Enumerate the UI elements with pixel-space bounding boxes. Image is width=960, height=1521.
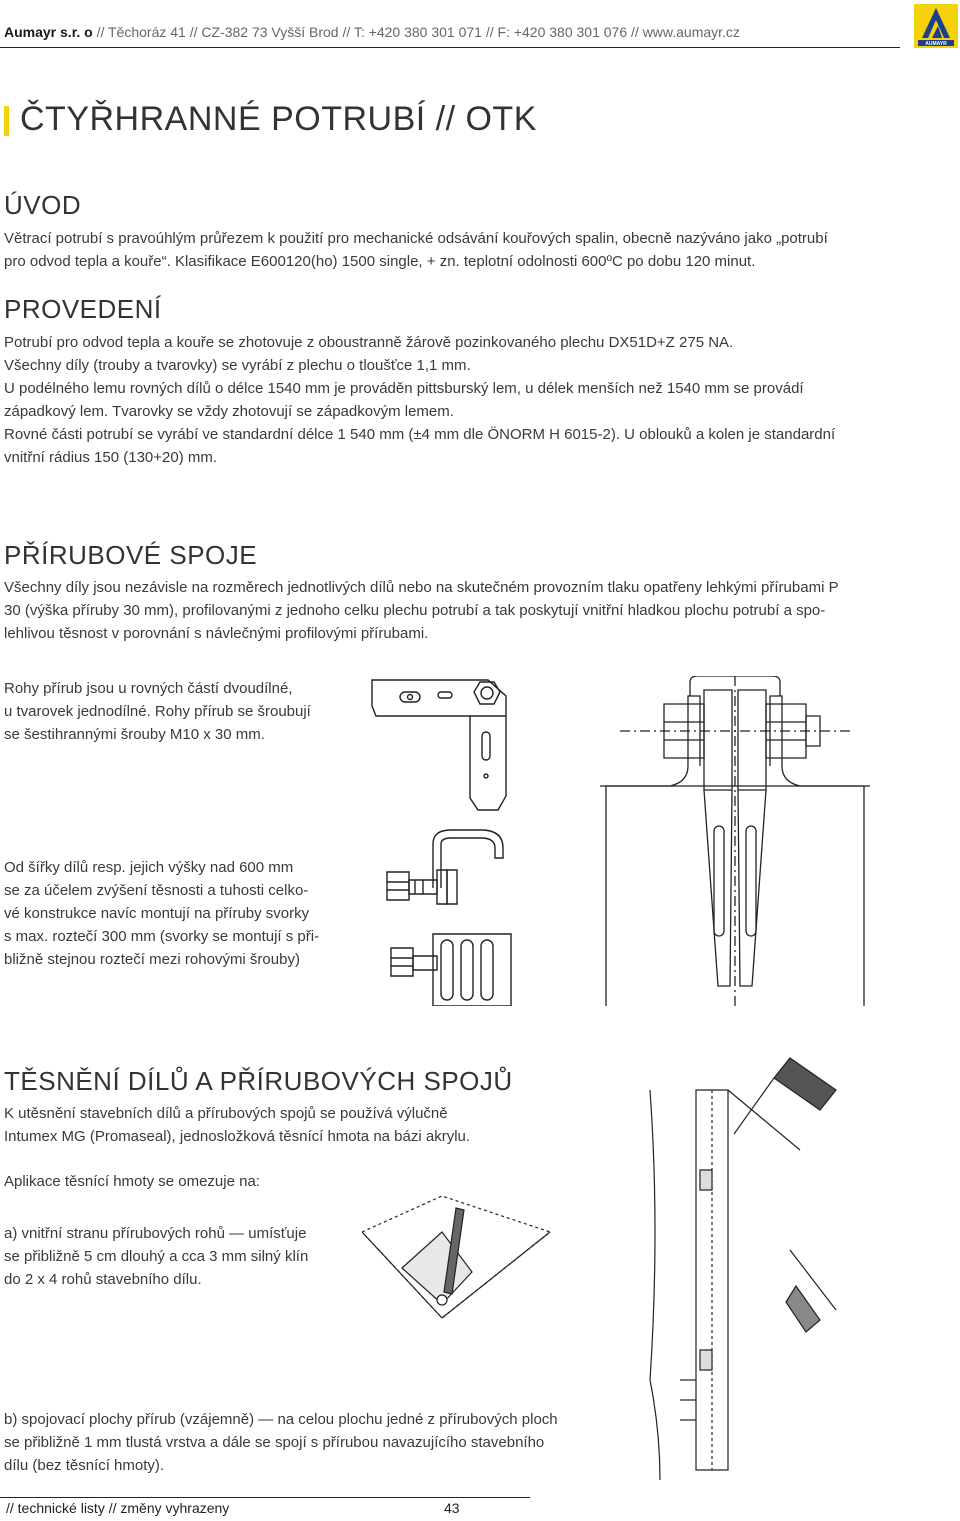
sirka-line-4: s max. roztečí 300 mm (svorky se montují s při- — [4, 928, 320, 945]
website-link[interactable]: www.aumayr.cz — [642, 24, 740, 40]
corner-sealing-drawing — [362, 1192, 552, 1322]
rohy-line-1: Rohy přírub jsou u rovných částí dvoudílné, — [4, 680, 293, 697]
section-heading-prirubove: PŘÍRUBOVÉ SPOJE — [4, 540, 258, 570]
logo-text: AUMAYR — [925, 41, 947, 47]
uvod-paragraph — [4, 227, 924, 273]
page-number: 43 — [444, 1500, 460, 1516]
page-header — [0, 0, 960, 60]
aumayr-logo — [914, 4, 958, 48]
section-heading-uvod: ÚVOD — [4, 190, 82, 220]
uvod-line-2: pro odvod tepla a kouře“. Klasifikace E600120(ho) 1500 single, + zn. teplotní odolnosti 600ºC po dobu 120 minut. — [4, 253, 756, 270]
aplikace-a-line-2: se přibližně 5 cm dlouhý a cca 3 mm silný klín — [4, 1248, 309, 1265]
sirka-line-3: vé konstrukce navíc montují na příruby svorky — [4, 905, 310, 922]
provedeni-line-1: Potrubí pro odvod tepla a kouře se zhotovuje z oboustranně žárově pozinkovaného plechu DX51D+Z 275 NA. — [4, 334, 734, 351]
rohy-paragraph — [4, 677, 354, 746]
aplikace-b-line-2: se přibližně 1 mm tlustá vrstva a dále se spojí s přírubou navazujícího stavebního — [4, 1434, 545, 1451]
aplikace-a-line-3: do 2 x 4 rohů stavebního dílu. — [4, 1271, 202, 1288]
aplikace-a-line-1: a) vnitřní stranu přírubových rohů — umísťuje — [4, 1225, 307, 1242]
rohy-line-2: u tvarovek jednodílné. Rohy přírub se šroubují — [4, 703, 311, 720]
prirubove-line-1: Všechny díly jsou nezávisle na rozměrech jednotlivých dílů nebo na skutečném provozním tlaku opatřeny lehkými přírubami P — [4, 579, 839, 596]
rohy-line-3: se šestihrannými šrouby M10 x 30 mm. — [4, 726, 265, 743]
header-divider — [0, 47, 900, 48]
provedeni-paragraph — [4, 331, 924, 469]
provedeni-line-6: vnitřní rádius 150 (130+20) mm. — [4, 449, 218, 466]
page-title: ČTYŘHRANNÉ POTRUBÍ // OTK — [20, 100, 537, 138]
flange-clamp-drawing — [385, 826, 535, 1006]
company-name: Aumayr s.r. o — [4, 24, 93, 40]
prirubove-line-3: lehlivou těsnost v porovnání s návlečnými profilovými přírubami. — [4, 625, 429, 642]
corner-bracket-drawing — [370, 676, 520, 816]
provedeni-line-5: Rovné části potrubí se vyrábí ve standardní délce 1 540 mm (±4 mm dle ÖNORM H 6015-2). U oblouků a kolen je standardní — [4, 426, 836, 443]
sirka-line-2: se za účelem zvýšení těsnosti a tuhosti celko- — [4, 882, 309, 899]
prirubove-paragraph — [4, 576, 924, 645]
flange-cross-section-drawing — [600, 676, 870, 1006]
footer-divider — [0, 1497, 530, 1498]
aplikace-b-line-3: dílu (bez těsnící hmoty). — [4, 1457, 165, 1474]
tesneni-paragraph — [4, 1102, 564, 1148]
title-accent-bar — [4, 106, 9, 136]
uvod-line-1: Větrací potrubí s pravoúhlým průřezem k použití pro mechanické odsávání kouřových spalin, obecně nazýváno jako „potrubí — [4, 230, 828, 247]
tesneni-line-1: K utěsnění stavebních dílů a přírubových spojů se používá výlučně — [4, 1105, 448, 1122]
tesneni-line-2: Intumex MG (Promaseal), jednosložková těsnící hmota na bázi akrylu. — [4, 1128, 471, 1145]
sealant-applicator-drawing — [640, 1050, 840, 1480]
header-contact-line — [4, 24, 740, 40]
sirka-line-1: Od šířky dílů resp. jejich výšky nad 600 mm — [4, 859, 294, 876]
section-heading-tesneni: TĚSNĚNÍ DÍLŮ A PŘÍRUBOVÝCH SPOJŮ — [4, 1066, 513, 1096]
contact-details: // Těchoráz 41 // CZ-382 73 Vyšší Brod // T: +420 380 301 071 // F: +420 380 301 076 // — [96, 24, 643, 40]
section-heading-provedeni: PROVEDENÍ — [4, 294, 162, 324]
prirubove-line-2: 30 (výška příruby 30 mm), profilovanými z jednoho celku plechu potrubí a tak poskytují vnitřní hladkou plochu potrubí a spo- — [4, 602, 826, 619]
provedeni-line-3: U podélného lemu rovných dílů o délce 1540 mm je prováděn pittsburský lem, u délek menších než 1540 mm se provádí — [4, 380, 804, 397]
provedeni-line-2: Všechny díly (trouby a tvarovky) se vyrábí z plechu o tloušťce 1,1 mm. — [4, 357, 471, 374]
sirka-paragraph — [4, 856, 354, 971]
aplikace-a-paragraph — [4, 1222, 364, 1291]
aplikace-text: Aplikace těsnící hmoty se omezuje na: — [4, 1173, 260, 1190]
sirka-line-5: bližně stejnou roztečí mezi rohovými šrouby) — [4, 951, 300, 968]
aplikace-b-line-1: b) spojovací plochy přírub (vzájemně) — na celou plochu jedné z přírubových ploch — [4, 1411, 558, 1428]
footer-note: // technické listy // změny vyhrazeny — [6, 1500, 230, 1516]
provedeni-line-4: západkový lem. Tvarovky se vždy zhotovují se západkovým lemem. — [4, 403, 454, 420]
aplikace-b-paragraph — [4, 1408, 624, 1477]
